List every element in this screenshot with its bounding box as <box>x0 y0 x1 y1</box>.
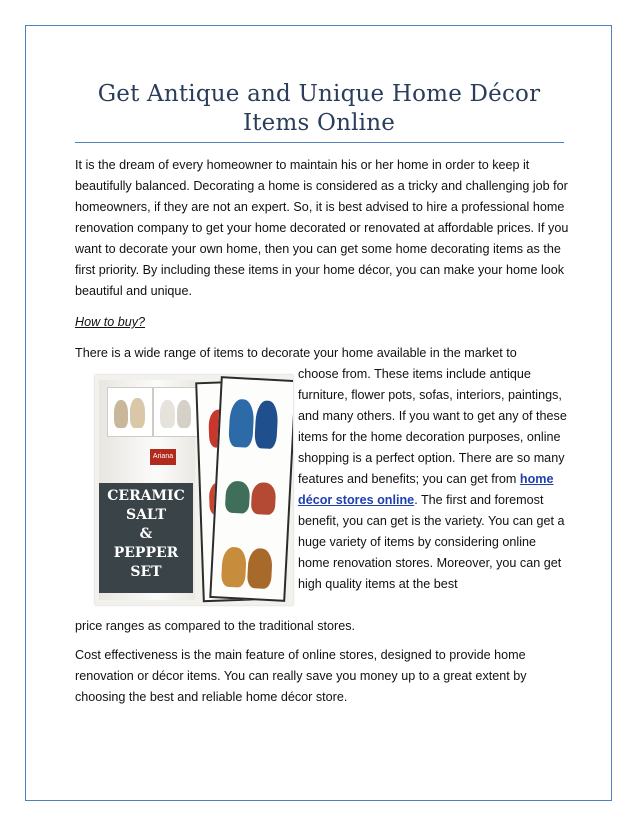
title-underline <box>75 142 564 143</box>
salt-pepper-pair-5 <box>221 458 280 525</box>
product-box-1 <box>107 387 153 437</box>
product-label-board <box>99 483 193 593</box>
paragraph-2-wrapped-text <box>298 364 568 595</box>
product-label-line-1: CERAMIC <box>107 488 185 504</box>
paragraph-2-last-line: price ranges as compared to the traditional stores. <box>75 619 356 633</box>
page-title: Get Antique and Unique Home Décor Items Online <box>97 81 541 136</box>
intro-paragraph: It is the dream of every homeowner to maintain his or her home in order to keep it beautifully balanced. Decorating a home is considered as a tricky and challenging job for homeowners, if they are not an expert. So, it is best advised to hire a professional home renovation company to get your home decorated or renovated at affordable prices. If you want to decorate your own home, then you can get some home decorating items as the first priority. By including these items in your home décor, you can make your home look beautiful and unique. <box>75 158 569 298</box>
product-label-line-5: SET <box>130 564 162 580</box>
brand-tag: Ariana <box>150 449 176 465</box>
salt-pepper-pair-4 <box>225 389 284 456</box>
paragraph-2-text-after-link: . The first and foremost benefit, you can get is the variety. You can get a huge variety of items by considering online home renovation stores. Moreover, you can get high quality items at the best <box>298 493 565 591</box>
product-box-2 <box>153 387 199 437</box>
product-label-line-2: SALT <box>125 507 167 523</box>
product-label-line-4: PEPPER <box>113 545 179 561</box>
salt-pepper-pair-6 <box>218 528 277 595</box>
paragraph-2-first-line: There is a wide range of items to decorate your home available in the market to <box>75 346 517 360</box>
product-label-line-3: & <box>139 526 153 542</box>
paragraph-2-text-before-link: choose from. These items include antique furniture, flower pots, sofas, interiors, paintings, and many others. If you want to get any of these items for the home decoration purposes, online shopping is a perfect option. There are so many features and benefits; you can get from <box>298 367 567 486</box>
cost-paragraph: Cost effectiveness is the main feature of online stores, designed to provide home renovation or décor items. You can really save you money up to a great extent by choosing the best and reliable home décor store. <box>75 648 527 704</box>
product-strip-right <box>209 376 293 602</box>
how-to-buy-heading: How to buy? <box>75 315 146 329</box>
product-image <box>95 375 293 605</box>
home-decor-stores-link[interactable]: home décor stores online <box>298 472 554 507</box>
